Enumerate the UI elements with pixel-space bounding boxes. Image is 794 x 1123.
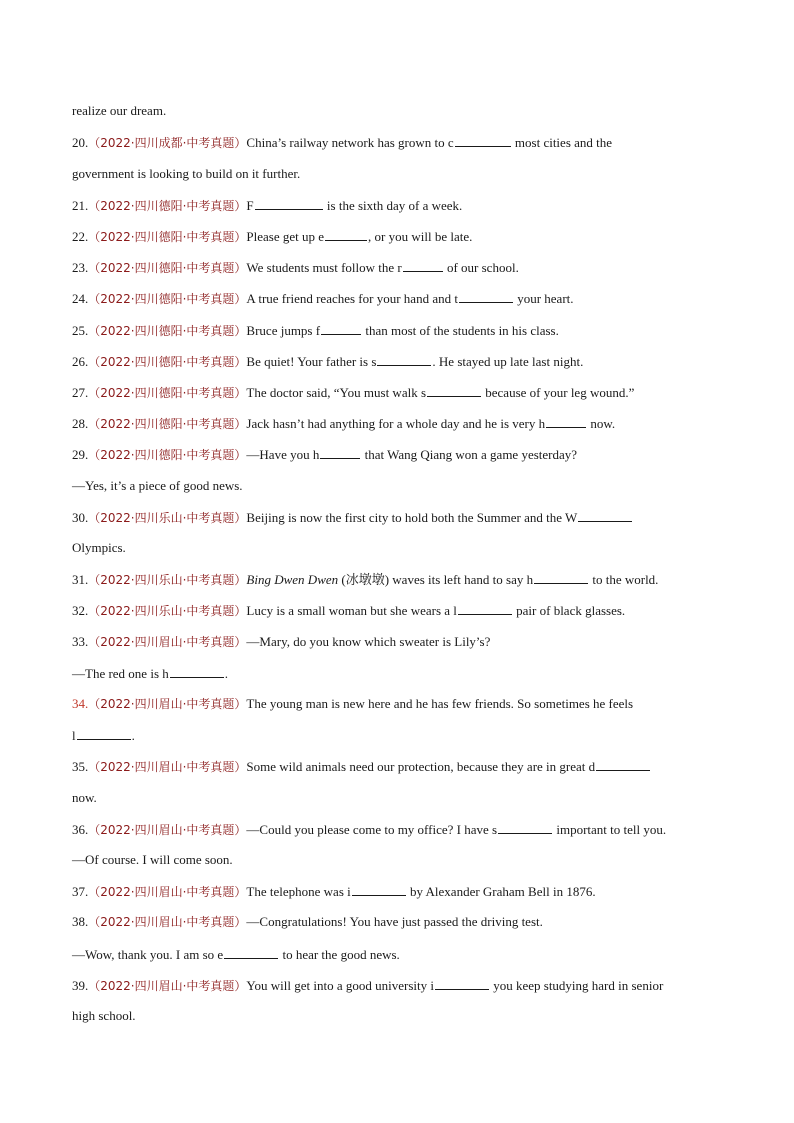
source-tag: （2022·四川眉山·中考真题） [88,760,247,774]
source-tag: （2022·四川德阳·中考真题） [88,324,247,338]
answer-blank[interactable] [459,290,513,303]
answer-blank[interactable] [427,384,481,397]
answer-blank[interactable] [352,883,406,896]
answer-blank[interactable] [546,415,586,428]
answer-blank[interactable] [458,602,512,615]
answer-blank[interactable] [403,259,443,272]
line-12: —Yes, it’s a piece of good news. [72,478,243,493]
source-tag: （2022·四川成都·中考真题） [88,136,247,150]
answer-blank[interactable] [325,228,367,241]
answer-blank[interactable] [224,946,278,959]
question-26: 26.（2022·四川德阳·中考真题）Be quiet! Your father is s . He stayed up late last night. [72,354,584,369]
question-22: 22.（2022·四川德阳·中考真题）Please get up e , or you will be late. [72,229,473,244]
question-24: 24.（2022·四川德阳·中考真题）A true friend reaches for your hand and t your heart. [72,291,574,306]
source-tag: （2022·四川德阳·中考真题） [88,355,247,369]
answer-blank[interactable] [377,353,431,366]
question-35: 35.（2022·四川眉山·中考真题）Some wild animals need our protection, because they are in great d [72,758,651,775]
answer-blank[interactable] [170,665,224,678]
question-36: 36.（2022·四川眉山·中考真题）—Could you please come to my office? I have s important to tell you. [72,822,667,837]
question-28: 28.（2022·四川德阳·中考真题）Jack hasn’t had anything for a whole day and he is very h now. [72,416,616,431]
answer-blank[interactable] [596,758,650,771]
source-tag: （2022·四川德阳·中考真题） [88,199,247,213]
question-38: 38.（2022·四川眉山·中考真题）—Congratulations! You have just passed the driving test. [72,914,543,929]
question-37: 37.（2022·四川眉山·中考真题）The telephone was i by Alexander Graham Bell in 1876. [72,884,596,899]
question-33: 33.（2022·四川眉山·中考真题）—Mary, do you know which sweater is Lily’s? [72,634,491,649]
answer-blank[interactable] [534,571,588,584]
question-31: 31.（2022·四川乐山·中考真题）Bing Dwen Dwen (冰墩墩) waves its left hand to say h to the world. [72,572,659,587]
question-34: 34.（2022·四川眉山·中考真题）The young man is new here and he has few friends. So sometimes he feels [72,696,634,711]
answer-blank[interactable] [455,134,511,147]
source-tag: （2022·四川眉山·中考真题） [88,885,247,899]
line-29: high school. [72,1008,136,1023]
source-tag: （2022·四川德阳·中考真题） [88,261,247,275]
line-18: —The red one is h . [72,666,229,681]
question-23: 23.（2022·四川德阳·中考真题）We students must follow the r of our school. [72,260,519,275]
line-14: Olympics. [72,540,126,555]
source-tag: （2022·四川德阳·中考真题） [88,448,247,462]
question-25: 25.（2022·四川德阳·中考真题）Bruce jumps f than most of the students in his class. [72,323,559,338]
source-tag: （2022·四川眉山·中考真题） [88,915,247,929]
source-tag: （2022·四川德阳·中考真题） [88,292,247,306]
source-tag: （2022·四川德阳·中考真题） [88,417,247,431]
source-tag: （2022·四川眉山·中考真题） [88,823,247,837]
question-39: 39.（2022·四川眉山·中考真题）You will get into a good university i you keep studying hard in senior [72,978,664,993]
source-tag: （2022·四川眉山·中考真题） [88,979,247,993]
answer-blank[interactable] [321,322,361,335]
line-22: now. [72,790,97,805]
source-tag: （2022·四川乐山·中考真题） [88,511,247,525]
question-20: 20.（2022·四川成都·中考真题）China’s railway network has grown to c most cities and the [72,135,613,150]
answer-blank[interactable] [498,821,552,834]
source-tag: （2022·四川眉山·中考真题） [88,697,247,711]
source-tag: （2022·四川乐山·中考真题） [88,573,247,587]
question-27: 27.（2022·四川德阳·中考真题）The doctor said, “You must walk s because of your leg wound.” [72,385,635,400]
answer-blank[interactable] [77,727,131,740]
answer-blank[interactable] [578,509,632,522]
line-0: realize our dream. [72,103,167,118]
source-tag: （2022·四川德阳·中考真题） [88,230,247,244]
source-tag: （2022·四川乐山·中考真题） [88,604,247,618]
source-tag: （2022·四川德阳·中考真题） [88,386,247,400]
answer-blank[interactable] [435,977,489,990]
question-30: 30.（2022·四川乐山·中考真题）Beijing is now the first city to hold both the Summer and the W [72,509,633,526]
line-2: government is looking to build on it further. [72,166,301,181]
question-29: 29.（2022·四川德阳·中考真题）—Have you h that Wang Qiang won a game yesterday? [72,447,578,462]
line-24: —Of course. I will come soon. [72,852,233,867]
line-20: l . [72,728,135,743]
question-32: 32.（2022·四川乐山·中考真题）Lucy is a small woman but she wears a l pair of black glasses. [72,603,626,618]
source-tag: （2022·四川眉山·中考真题） [88,635,247,649]
question-21: 21.（2022·四川德阳·中考真题）F is the sixth day of a week. [72,198,463,213]
line-27: —Wow, thank you. I am so e to hear the good news. [72,947,400,962]
answer-blank[interactable] [255,197,323,210]
answer-blank[interactable] [320,446,360,459]
